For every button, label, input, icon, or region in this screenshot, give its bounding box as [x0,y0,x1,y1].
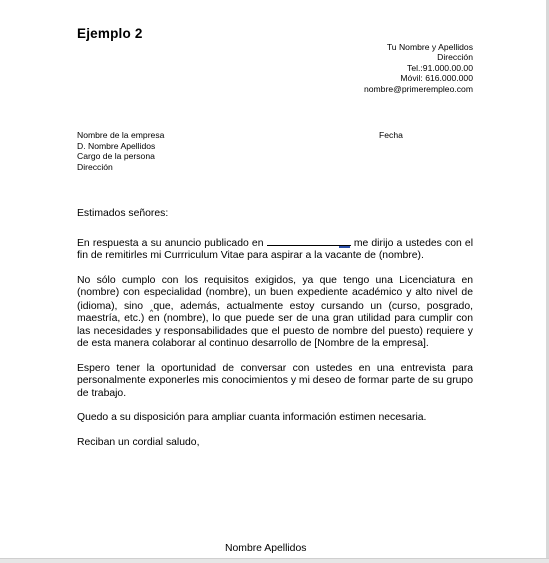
document-title: Ejemplo 2 [77,26,143,41]
recipient-person: D. Nombre Apellidos [77,140,156,151]
date-label: Fecha [379,130,403,140]
blank-line [267,235,351,246]
paragraph-3: Espero tener la oportunidad de conversar con ustedes en una entrevista para personalmente exponerles mis conocimientos y mi deseo de formar parte de su grupo de trabajo. [77,362,473,399]
sender-name: Tu Nombre y Apellidos [386,42,473,52]
sender-block [364,42,473,94]
letter-body[interactable] [77,208,473,461]
signature-name: Nombre Apellidos [225,543,307,554]
sender-mobile: Móvil: 616.000.000 [400,73,473,84]
paragraph-1-before: En respuesta a su anuncio publicado en [77,237,267,249]
paragraph-2-part2: que, además, actualmente estoy cursando un (curso, posgrado, maestría, etc.) en (nombre), lo que puede ser de una gran utilidad para cumplir con las necesidades y responsabilidades que el puesto de nombre del puesto) requiere y de esta manera colaborar al continuo desarrollo de [Nombre de la empresa]. [77,300,473,349]
closing: Reciban un cordial saludo, [77,436,200,448]
paragraph-2 [77,275,473,351]
sender-address: Dirección [437,52,473,63]
recipient-company: Nombre de la empresa [77,130,165,140]
paragraph-4: Quedo a su disposición para ampliar cuanta información estimen necesaria. [77,412,427,423]
recipient-block [77,130,164,172]
greeting: Estimados señores: [77,208,169,219]
recipient-address: Dirección [77,161,113,172]
text-selection-mark [339,246,350,248]
paragraph-1 [77,235,473,263]
sender-phone: Tel.:91.000.00.00 [407,62,473,73]
recipient-position: Cargo de la persona [77,151,155,162]
text-cursor-icon: ‸ [149,299,154,312]
page-edge-bottom [0,558,549,563]
paragraph-1-after: me dirijo a ustedes con el fin de remitirles mi Currriculum Vitae para aspirar a la vacante de (nombre). [77,237,473,261]
paragraph-2-part1: No sólo cumplo con los requisitos exigidos, ya que tengo una Licenciatura en (nombre) con especialidad (nombre), un buen expediente académico y alto nivel de (idioma), sino [77,274,473,312]
sender-email: nombre@primerempleo.com [363,83,473,94]
